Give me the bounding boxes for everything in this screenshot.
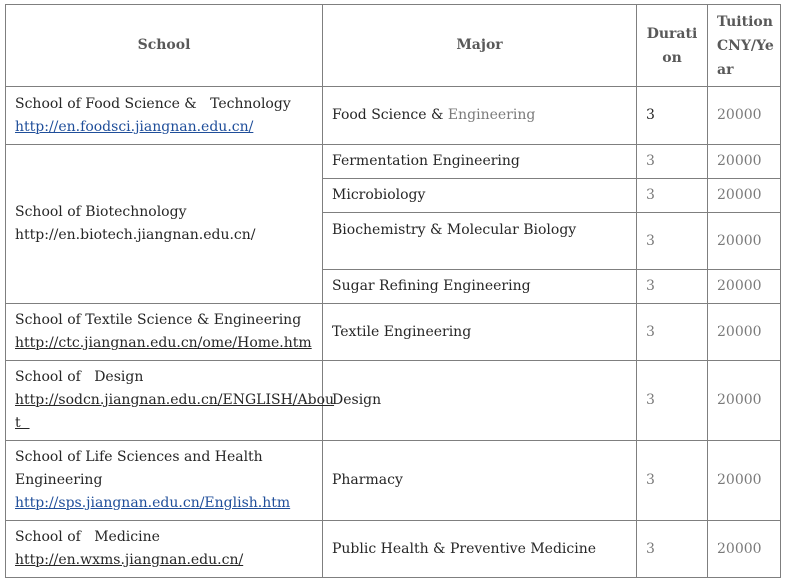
major-name-part1: Food Science &	[332, 107, 448, 123]
school-link[interactable]: http://ctc.jiangnan.edu.cn/ome/Home.htm	[15, 335, 312, 351]
header-duration-line2: on	[662, 49, 682, 66]
tuition-cell: 20000	[708, 270, 781, 304]
major-cell: Pharmacy	[323, 441, 637, 521]
header-school: School	[6, 5, 323, 87]
table-row	[6, 304, 781, 361]
tuition-cell: 20000	[708, 179, 781, 213]
tuition-cell: 20000	[708, 87, 781, 145]
school-cell	[6, 361, 335, 441]
major-cell: Biochemistry & Molecular Biology	[323, 213, 637, 270]
major-name-part2: Engineering	[447, 107, 536, 123]
school-cell	[6, 304, 323, 361]
header-tuition	[708, 5, 781, 87]
tuition-cell: 20000	[708, 213, 781, 270]
school-name: School of Food Science & Technology	[15, 95, 291, 112]
school-cell	[6, 87, 323, 145]
school-name: School of Textile Science & Engineering	[15, 312, 302, 328]
header-tuition-line2: CNY/Ye	[717, 37, 774, 54]
table-row	[6, 361, 781, 441]
school-cell	[6, 521, 323, 578]
school-url-line2: t	[15, 415, 30, 431]
school-name: School of Design	[15, 369, 144, 385]
school-link[interactable]: http://en.foodsci.jiangnan.edu.cn/	[15, 118, 254, 135]
school-name: School of Biotechnology	[15, 204, 187, 220]
major-cell: Design	[323, 361, 637, 441]
school-url-line1: http://sodcn.jiangnan.edu.cn/ENGLISH/Abou	[15, 392, 335, 408]
table-row	[6, 145, 781, 179]
school-url: http://en.biotech.jiangnan.edu.cn/	[15, 227, 256, 243]
school-cell	[6, 145, 323, 304]
tuition-cell: 20000	[708, 361, 781, 441]
programs-table	[5, 4, 781, 578]
table-row	[6, 87, 781, 145]
major-cell: Microbiology	[323, 179, 637, 213]
tuition-cell: 20000	[708, 441, 781, 521]
duration-cell: 3	[637, 521, 708, 578]
major-cell: Fermentation Engineering	[323, 145, 637, 179]
duration-cell: 3	[637, 179, 708, 213]
duration-cell: 3	[637, 361, 708, 441]
school-name: School of Life Sciences and Health	[15, 449, 263, 465]
school-link[interactable]	[15, 392, 334, 431]
tuition-cell: 20000	[708, 145, 781, 179]
major-cell	[323, 87, 637, 145]
table-row	[6, 441, 781, 521]
school-link[interactable]: http://sps.jiangnan.edu.cn/English.htm	[15, 495, 291, 511]
duration-cell: 3	[637, 441, 708, 521]
major-cell: Sugar Refining Engineering	[323, 270, 637, 304]
school-name: School of Medicine	[15, 529, 160, 545]
header-duration	[637, 5, 708, 87]
header-major: Major	[323, 5, 637, 87]
header-row	[6, 5, 781, 87]
tuition-cell: 20000	[708, 521, 781, 578]
table-row	[6, 521, 781, 578]
header-duration-line1: Durati	[646, 25, 698, 42]
duration-cell: 3	[637, 213, 708, 270]
major-cell: Textile Engineering	[323, 304, 637, 361]
duration-cell: 3	[637, 304, 708, 361]
duration-cell: 3	[637, 270, 708, 304]
school-name-line2: Engineering	[15, 472, 103, 488]
duration-cell: 3	[637, 145, 708, 179]
tuition-cell: 20000	[708, 304, 781, 361]
header-tuition-line1: Tuition	[717, 13, 773, 30]
school-cell	[6, 441, 323, 521]
duration-cell: 3	[637, 87, 708, 145]
header-tuition-line3: ar	[717, 61, 734, 78]
school-link[interactable]: http://en.wxms.jiangnan.edu.cn/	[15, 552, 244, 568]
major-cell: Public Health & Preventive Medicine	[323, 521, 637, 578]
